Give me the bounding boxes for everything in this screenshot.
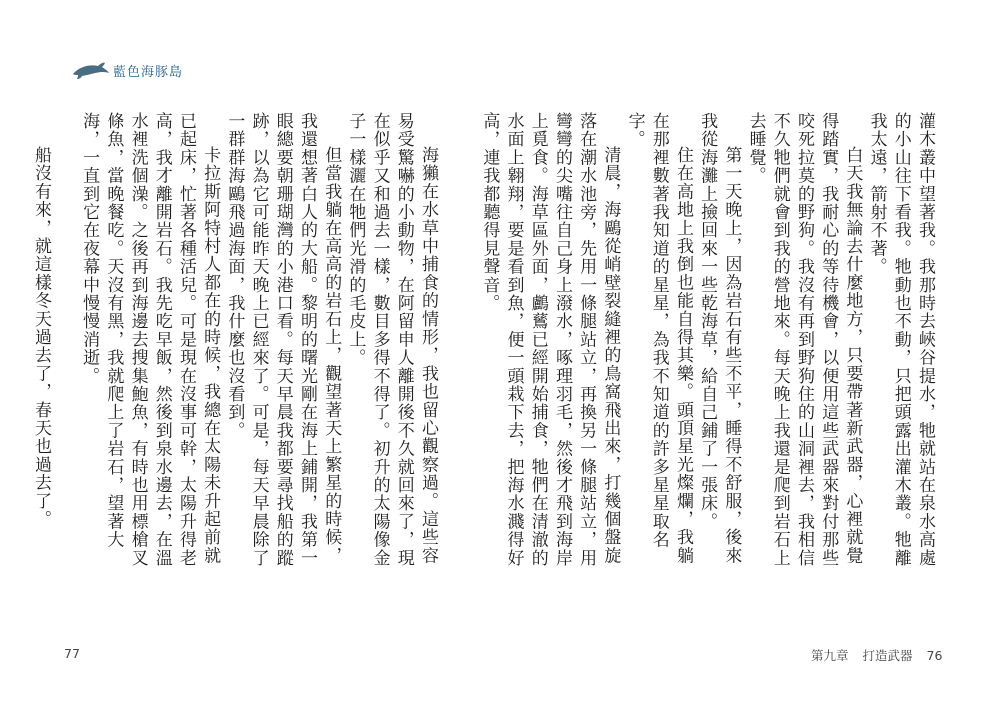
left-page-footer <box>64 646 80 661</box>
page-number: 76 <box>926 648 943 663</box>
paragraph: 第一天晚上，因為岩石有些不平，睡得不舒服，後來我從海灘上撿回來一些乾海草，給自己鋪了一張床。 <box>697 112 742 565</box>
chapter-label: 第九章 <box>811 648 849 663</box>
chapter-title: 打造武器 <box>862 648 913 663</box>
paragraph: 但當我躺在高高的岩石上，觀望著天上繁星的時候，我還想著白人的大船。黎明的曙光剛在海上鋪開，我第一眼總要朝珊瑚灣的小港口看。每天早晨我都要尋找船的蹤跡，以為它可能昨天晚上已經來了。可是，每天早晨除了一群群海鷗飛過海面，我什麼也沒看到。 <box>224 112 342 567</box>
paragraph: 海獺在水草中捕食的情形，我也留心觀察過。這些容易受驚嚇的小動物，在阿留申人離開後不久就回來了，現在似乎又和過去一樣，數目多得不得了。初升的太陽像金子一樣灑在牠們光滑的毛皮上。 <box>345 112 438 567</box>
paragraph: 清晨，海鷗從峭壁裂縫裡的鳥窩飛出來，打幾個盤旋落在潮水池旁，先用一條腿站立，再換另一條腿站立，用彎彎的尖嘴往自己身上潑水，啄理羽毛，然後才飛到海岸上覓食。海草區外面，鸕鶿已經開始捕食，牠們在清澈的水面上翱翔，要是看到魚，便一頭栽下去，把海水濺得好高，連我都聽得見聲音。 <box>479 112 621 567</box>
paragraph: 白天我無論去什麼地方，只要帶著新武器，心裡就覺得踏實，我耐心的等待機會，以便用這些武器來對付那些咬死拉莫的野狗。我沒有再到野狗住的山洞裡去，我相信不久牠們就會到我的營地來。每天晚上我還是爬到岩石上去睡覺。 <box>745 112 863 567</box>
left-page-text <box>30 112 440 580</box>
right-page-footer <box>811 646 942 664</box>
paragraph: 住在高地上我倒也能自得其樂。頭頂星光燦爛，我躺在那裡數著我知道的星星，為我不知道的許多星星取名字。 <box>624 112 693 565</box>
page-number: 77 <box>64 646 80 661</box>
running-header <box>72 58 183 82</box>
paragraph: 卡拉斯阿特村人都在的時候，我總在太陽未升起前就已起床，忙著各種活兒。可是現在沒事可幹，太陽升得老高，我才離開岩石。我先吃早飯，然後到泉水邊去，在溫水裡洗個澡。之後再到海邊去搜集鮑魚，有時也用標槍叉條魚，當晚餐吃。天沒有黑，我就爬上了岩石，望著大海，一直到它在夜幕中慢慢消逝。 <box>79 112 221 567</box>
paragraph: 灌木叢中望著我。我那時去峽谷提水，牠就站在泉水高處的小山往下看我。牠動也不動，只把頭露出灌木叢。牠離我太遠，箭射不著。 <box>866 112 935 567</box>
right-page-text <box>479 112 937 580</box>
book-title: 藍色海豚島 <box>113 64 184 80</box>
paragraph: 船沒有來，就這樣冬天過去了，春天也過去了。 <box>30 146 51 529</box>
dolphin-icon <box>72 60 110 80</box>
